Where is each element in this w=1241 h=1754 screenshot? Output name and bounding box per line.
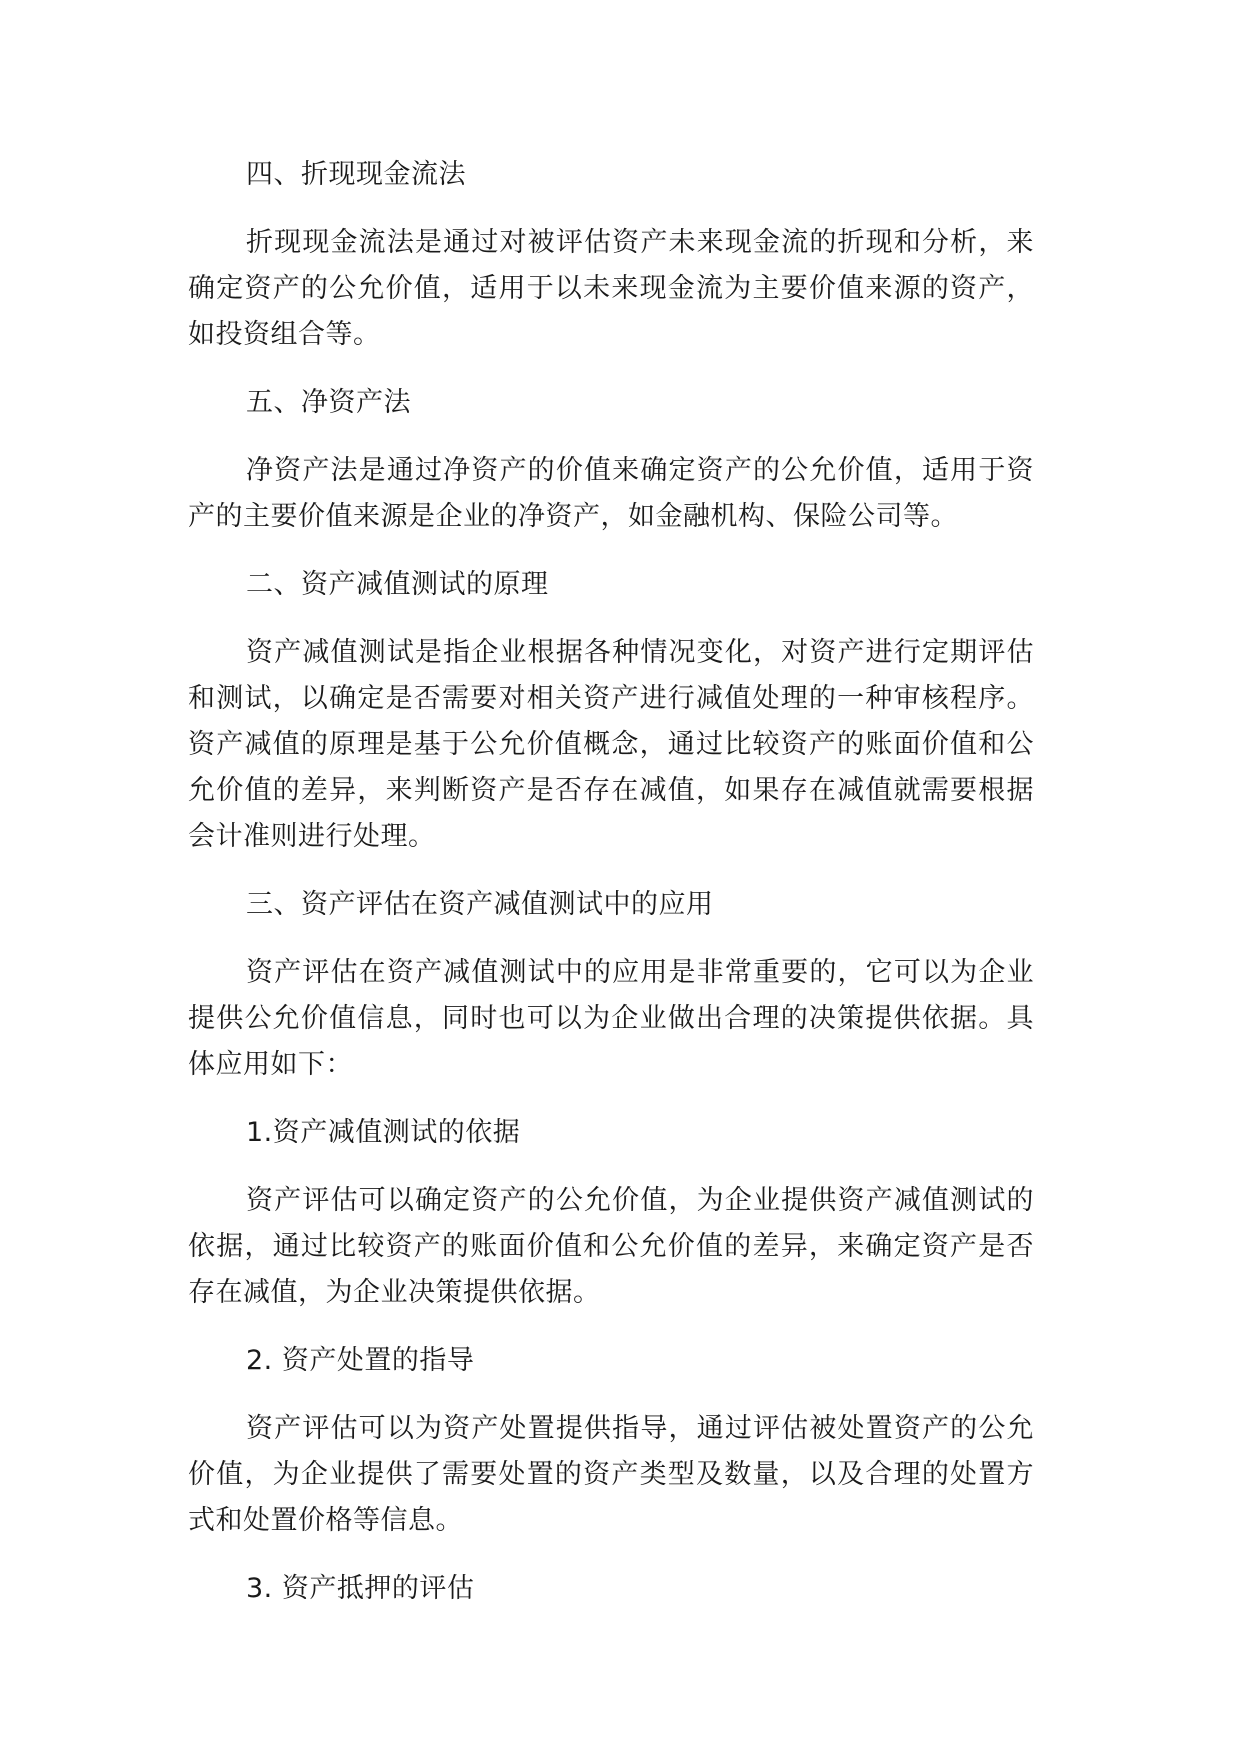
subheading-mortgage: 3. 资产抵押的评估 — [246, 1573, 475, 1604]
paragraph-impairment-principle: 资产减值测试是指企业根据各种情况变化，对资产进行定期评估和测试，以确定是否需要对相关资产进行减值处理的一种审核程序。资产减值的原理是基于公允价值概念，通过比较资产的账面价值和公允价值的差异，来判断资产是否存在减值，如果存在减值就需要根据会计准则进行处理。 — [188, 637, 1034, 852]
paragraph-dcf: 折现现金流法是通过对被评估资产未来现金流的折现和分析，来确定资产的公允价值，适用于以未来现金流为主要价值来源的资产，如投资组合等。 — [188, 227, 1034, 350]
paragraph-disposal: 资产评估可以为资产处置提供指导，通过评估被处置资产的公允价值，为企业提供了需要处置的资产类型及数量，以及合理的处置方式和处置价格等信息。 — [188, 1413, 1034, 1536]
section-heading-impairment-principle: 二、资产减值测试的原理 — [246, 569, 549, 600]
paragraph-basis: 资产评估可以确定资产的公允价值，为企业提供资产减值测试的依据，通过比较资产的账面价值和公允价值的差异，来确定资产是否存在减值，为企业决策提供依据。 — [188, 1185, 1034, 1308]
document-body — [188, 152, 1034, 1634]
paragraph-net-assets: 净资产法是通过净资产的价值来确定资产的公允价值，适用于资产的主要价值来源是企业的净资产，如金融机构、保险公司等。 — [188, 455, 1034, 532]
subheading-basis: 1.资产减值测试的依据 — [246, 1117, 521, 1148]
subheading-disposal: 2. 资产处置的指导 — [246, 1345, 475, 1376]
paragraph-application: 资产评估在资产减值测试中的应用是非常重要的，它可以为企业提供公允价值信息，同时也可以为企业做出合理的决策提供依据。具体应用如下： — [188, 957, 1034, 1080]
section-heading-net-assets: 五、净资产法 — [246, 387, 411, 418]
section-heading-dcf: 四、折现现金流法 — [246, 159, 466, 190]
section-heading-application: 三、资产评估在资产减值测试中的应用 — [246, 889, 714, 920]
